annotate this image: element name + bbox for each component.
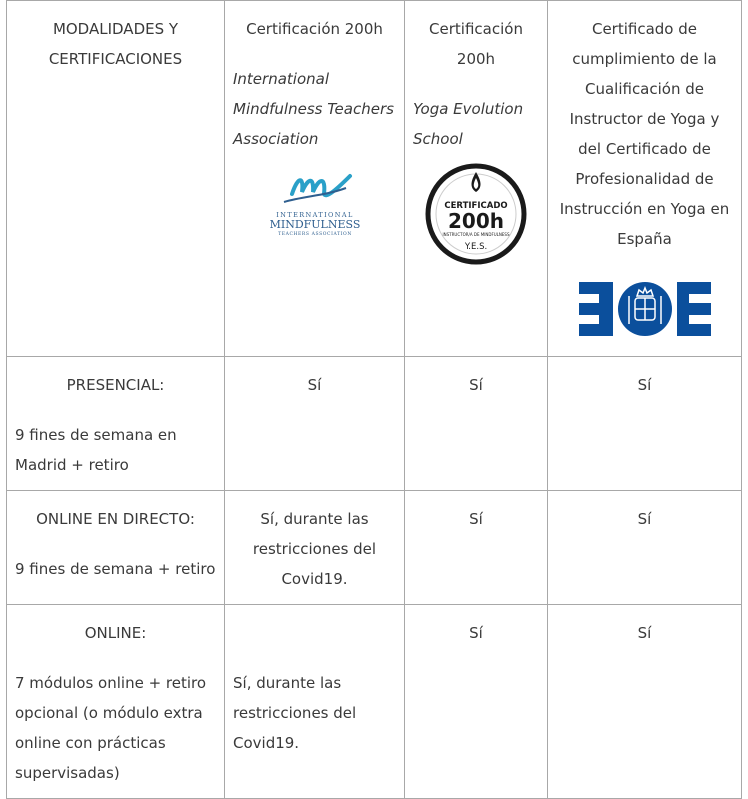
row-online-imta (225, 605, 405, 799)
table-row-presencial (7, 357, 742, 491)
row-online-yes (405, 605, 548, 799)
row-presencial-label: PRESENCIAL: (66, 376, 165, 394)
boe-logo-graphic (579, 282, 711, 336)
imta-logo-line1: INTERNATIONAL (275, 211, 354, 219)
cell-value: Sí, durante las restricciones del Covid19. (252, 510, 377, 588)
imta-logo-line3: TEACHERS ASSOCIATION (277, 232, 352, 237)
row-online-directo-label: ONLINE EN DIRECTO: (36, 510, 195, 528)
header-modalidades-label: MODALIDADES Y CERTIFICACIONES (48, 20, 183, 68)
yes-badge-top: CERTIFICADO (444, 201, 508, 211)
row-online-directo-modalidad (7, 491, 225, 605)
cell-value: Sí (637, 624, 652, 642)
header-boe (548, 1, 742, 357)
row-online-label: ONLINE: (84, 624, 147, 642)
header-yes-org: Yoga Evolution School (413, 100, 524, 148)
cell-value: Sí (469, 376, 483, 394)
header-modalidades (7, 1, 225, 357)
boe-logo (556, 282, 733, 346)
yes-badge-small: INSTRUCTOR/A DE MINDFULNESS (442, 232, 510, 237)
header-yes (405, 1, 548, 357)
row-online-boe (548, 605, 742, 799)
table-row-online (7, 605, 742, 799)
row-online-directo-yes (405, 491, 548, 605)
cell-value: Sí (307, 376, 322, 394)
imta-logo-line2: MINDFULNESS (269, 218, 360, 231)
cell-value: Sí (637, 376, 652, 394)
yes-badge-graphic (424, 162, 528, 266)
header-imta-org: International Mindfulness Teachers Association (233, 70, 394, 148)
row-online-modalidad (7, 605, 225, 799)
header-boe-title: Certificado de cumplimiento de la Cualificación de Instructor de Yoga y del Certificado de Profesionalidad de Instrucción en Yoga en España (559, 20, 730, 248)
row-online-desc: 7 módulos online + retiro opcional (o módulo extra online con prácticas supervisadas) (15, 674, 207, 782)
header-yes-title: Certificación 200h (429, 20, 523, 68)
row-presencial-yes (405, 357, 548, 491)
row-presencial-desc: 9 fines de semana en Madrid + retiro (15, 426, 177, 474)
row-presencial-imta (225, 357, 405, 491)
yes-badge (413, 162, 539, 276)
row-online-directo-boe (548, 491, 742, 605)
header-imta-title: Certificación 200h (246, 20, 383, 38)
cell-value: Sí (469, 510, 483, 528)
row-presencial-boe (548, 357, 742, 491)
imta-logo-graphic (264, 162, 366, 240)
table-row-online-directo (7, 491, 742, 605)
table-header-row (7, 1, 742, 357)
yes-badge-bottom: Y.E.S. (464, 242, 488, 252)
certifications-table (6, 0, 742, 799)
yes-badge-big: 200h (448, 209, 504, 233)
row-presencial-modalidad (7, 357, 225, 491)
cell-value: Sí, durante las restricciones del Covid19. (233, 674, 357, 752)
row-online-directo-imta (225, 491, 405, 605)
cell-value: Sí (469, 624, 483, 642)
header-imta (225, 1, 405, 357)
row-online-directo-desc: 9 fines de semana + retiro (15, 560, 216, 578)
cell-value: Sí (637, 510, 652, 528)
imta-logo (233, 162, 396, 250)
